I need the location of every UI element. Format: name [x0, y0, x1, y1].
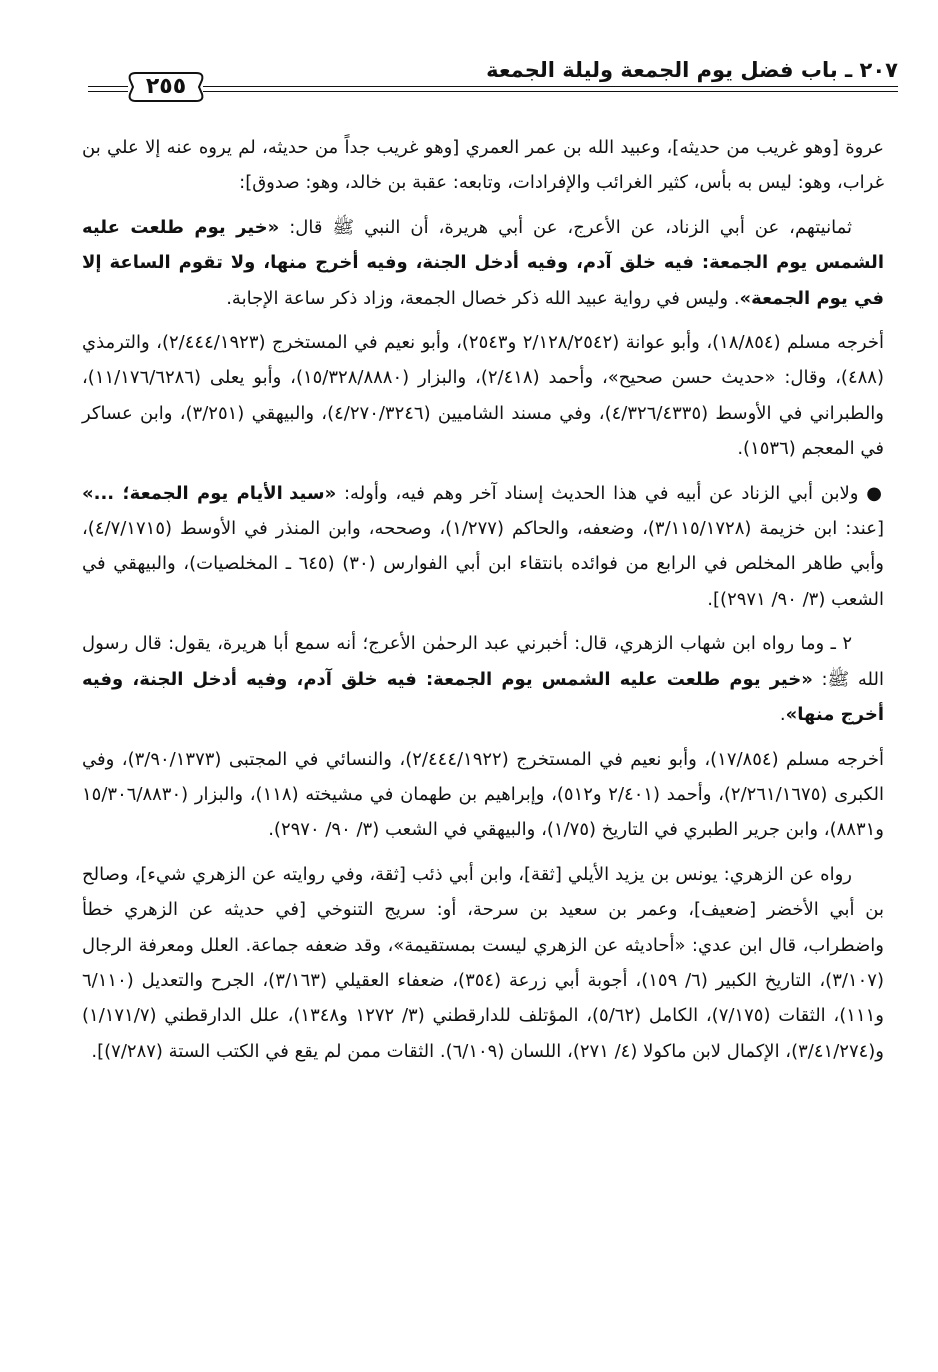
paragraph-text: أخرجه مسلم (١٧/٨٥٤)، وأبو نعيم في المستخرج (٢/٤٤٤/١٩٢٢)، والنسائي في المجتبى (٣/٩٠/١٣٧٣)، وفي الكبرى (٢/٢٦١/١٦٧٥)، وأحمد (٢/٤٠١ و٥١٢)، وإبراهيم بن طهمان في مشيخته (١١٨)، والبزار (١٥/٣٠٦/٨٨٣٠ و٨٨٣١)، وابن جرير الطبري في التاريخ (١/٧٥)، والبيهقي في الشعب (٣/ ٩٠/ ٢٩٧٠). [82, 748, 884, 841]
paragraph-text: أخرجه مسلم (١٨/٨٥٤)، وأبو عوانة (٢/١٢٨/٢٥٤٢ و٢٥٤٣)، وأبو نعيم في المستخرج (٢/٤٤٤/١٩٢٣)، والترمذي (٤٨٨)، وقال: «حديث حسن صحيح»، وأحمد (٢/٤١٨)، والبزار (١٥/٣٢٨/٨٨٨٠)، وأبو يعلى (١١/١٧٦/٦٢٨٦)، والطبراني في الأوسط (٤/٣٢٦/٤٣٣٥)، وفي مسند الشاميين (٤/٢٧٠/٣٢٤٦)، والبيهقي (٣/٢٥١)، وابن عساكر في المعجم (١٥٣٦). [82, 332, 884, 460]
hadith-text: «سيد الأيام يوم الجمعة؛ ...» [82, 482, 337, 504]
hadith-text: «خير يوم طلعت عليه الشمس يوم الجمعة: فيه خلق آدم، وفيه أدخل الجنة، وفيه أخرج منها» [82, 668, 884, 726]
page-number-badge [126, 70, 206, 104]
paragraph [82, 130, 884, 201]
paragraph-text: . وليس في رواية عبيد الله ذكر خصال الجمعة، وزاد ذكر ساعة الإجابة. [226, 287, 740, 309]
header-rule-bottom [203, 91, 898, 92]
paragraph [82, 626, 884, 732]
page-number: ٢٥٥ [145, 74, 187, 99]
paragraph-text: عروة [وهو غريب من حديثه]، وعبيد الله بن عمر العمري [وهو غريب جداً من حديثه، لم يروه عنه إلا علي بن غراب، وهو: ليس به بأس، كثير الغرائب والإفرادات، وتابعه: عقبة بن خالد، وهو: صدوق]: [82, 137, 884, 194]
header-rule-left-top [88, 86, 128, 87]
paragraph [82, 325, 884, 467]
header-rule-top [203, 86, 898, 87]
paragraph-text: . [779, 704, 786, 726]
header-rule-left-bottom [88, 91, 128, 92]
paragraph-text: [عند: ابن خزيمة (٣/١١٥/١٧٢٨)، وضعفه، والحاكم (١/٢٧٧)، وصححه، وابن المنذر في الأوسط (٤/٧/١٧١٥)، وأبي طاهر المخلص في الرابع من فوائده بانتقاء ابن أبي الفوارس (٣٠) (٦٤٥ ـ المخلصيات)، والبيهقي في الشعب (٣/ ٩٠/ ٢٩٧١)]. [82, 518, 884, 610]
paragraph [82, 742, 884, 848]
paragraph-text: ● ولابن أبي الزناد عن أبيه في هذا الحديث إسناد آخر وهم فيه، وأوله: [336, 482, 885, 504]
paragraph [82, 210, 884, 316]
chapter-title: ٢٠٧ ـ باب فضل يوم الجمعة وليلة الجمعة [486, 58, 898, 82]
paragraph-text: رواه عن الزهري: يونس بن يزيد الأيلي [ثقة]، وابن أبي ذئب [ثقة، وفي روايته عن الزهري شيء]، وصالح بن أبي الأخضر [ضعيف]، وعمر بن سعيد بن سرحة، أو: سريج التنوخي [في حديثه عن الزهري خطأ واضطراب، قال ابن عدي: «أحاديثه عن الزهري ليست بمستقيمة»، وقد ضعفه جماعة. العلل ومعرفة الرجال (٣/١٠٧)، التاريخ الكبير (٦/ ١٥٩)، أجوبة أبي زرعة (٣٥٤)، ضعفاء العقيلي (٣/١٦٣)، الجرح والتعديل (٦/١١٠ و١١١)، الثقات (٧/١٧٥)، الكامل (٥/٦٢)، المؤتلف للدارقطني (٣/ ١٢٧٢ و١٣٤٨)، علل الدارقطني (١/١٧١/٧) و(٣/٤١/٢٧٤)، الإكمال لابن ماكولا (٤/ ٢٧١)، اللسان (٦/١٠٩). الثقات ممن لم يقع في الكتب الستة (٧/٢٨٧)]. [82, 863, 884, 1062]
page-body [82, 130, 884, 1078]
paragraph-text: ثمانيتهم، عن أبي الزناد، عن الأعرج، عن أبي هريرة، أن النبي ﷺ قال: [279, 216, 853, 238]
paragraph-text: ٢ ـ وما رواه ابن شهاب الزهري، قال: أخبرني عبد الرحمٰن الأعرج؛ أنه سمع أبا هريرة، يقول: قال رسول الله ﷺ: [82, 633, 884, 690]
page-header [88, 58, 898, 108]
paragraph [82, 476, 884, 618]
paragraph [82, 857, 884, 1069]
hadith-text: «خير يوم طلعت عليه الشمس يوم الجمعة: فيه خلق آدم، وفيه أدخل الجنة، وفيه أخرج منها، ولا تقوم الساعة إلا في يوم الجمعة» [82, 216, 884, 309]
